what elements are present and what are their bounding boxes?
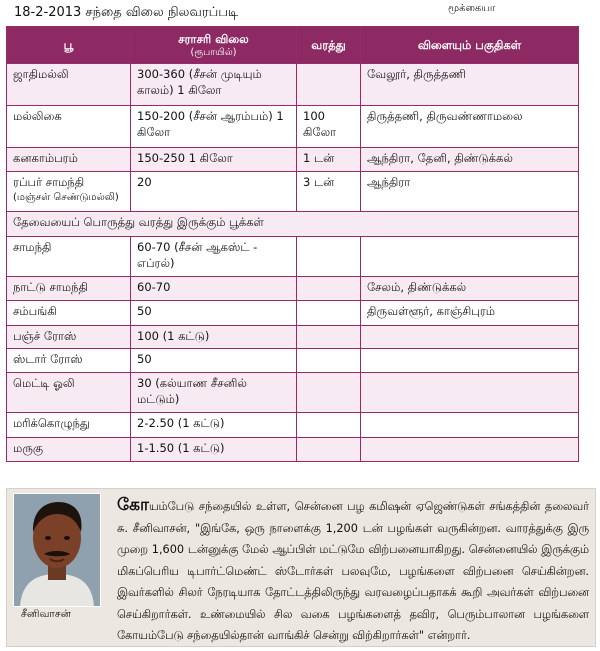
price-cell: 20 — [131, 172, 297, 212]
flower-cell: மெட்டி ஓலி — [7, 373, 131, 413]
supply-cell: 3 டன் — [297, 172, 361, 212]
flower-cell: சம்பங்கி — [7, 301, 131, 326]
byline-tag: மூக்கையா — [448, 3, 496, 14]
table-row — [7, 106, 579, 148]
page-header — [14, 3, 594, 23]
table-row — [7, 349, 579, 373]
flower-name: ரப்பர் சாமந்தி — [13, 175, 85, 189]
flower-cell — [7, 172, 131, 212]
table-row — [7, 237, 579, 277]
price-cell: 150-250 1 கிலோ — [131, 148, 297, 172]
flower-cell: மரிக்கொழுந்து — [7, 413, 131, 438]
supply-cell — [297, 64, 361, 106]
supply-cell: 100 கிலோ — [297, 106, 361, 148]
price-cell: 30 (கல்யாண சீசனில் மட்டும்) — [131, 373, 297, 413]
regions-cell: திருவள்ளூர், காஞ்சிபுரம் — [361, 301, 579, 326]
table-row — [7, 413, 579, 438]
supply-cell — [297, 413, 361, 438]
quote-box — [6, 488, 596, 647]
flower-cell: ஸ்டார் ரோஸ் — [7, 349, 131, 373]
flower-cell: நாட்டு சாமந்தி — [7, 277, 131, 301]
table-row — [7, 326, 579, 349]
quote-text — [117, 495, 589, 647]
column-header-regions: விளையும் பகுதிகள் — [361, 27, 579, 64]
price-cell: 60-70 (சீசன் ஆகஸ்ட் - எப்ரல்) — [131, 237, 297, 277]
regions-cell: திருத்தணி, திருவண்ணாமலை — [361, 106, 579, 148]
price-cell: 50 — [131, 349, 297, 373]
flower-cell: சாமந்தி — [7, 237, 131, 277]
flower-cell: மருகு — [7, 438, 131, 462]
price-cell: 100 (1 கட்டு) — [131, 326, 297, 349]
supply-cell — [297, 349, 361, 373]
regions-cell — [361, 349, 579, 373]
supply-cell — [297, 438, 361, 462]
table-row — [7, 172, 579, 212]
flower-price-table — [6, 26, 579, 462]
table-row — [7, 64, 579, 106]
flower-subname: (மஞ்சள் செண்டுமல்லி) — [13, 192, 119, 203]
table-row — [7, 373, 579, 413]
flower-cell: கனகாம்பரம் — [7, 148, 131, 172]
regions-cell — [361, 373, 579, 413]
column-header-supply: வரத்து — [297, 27, 361, 64]
supply-cell — [297, 301, 361, 326]
price-cell: 60-70 — [131, 277, 297, 301]
supply-cell — [297, 373, 361, 413]
photo-caption: சீனிவாசன் — [21, 608, 71, 620]
quote-dropcap: கோ — [117, 495, 149, 515]
portrait-photo — [13, 493, 101, 607]
price-cell: 2-2.50 (1 கட்டு) — [131, 413, 297, 438]
table-header-row — [7, 27, 579, 64]
section-label: தேவையைப் பொருத்து வரத்து இருக்கும் பூக்கள் — [7, 212, 579, 237]
date-title: 18-2-2013 சந்தை விலை நிலவரப்படி — [14, 5, 239, 20]
flower-cell: ஜாதிமல்லி — [7, 64, 131, 106]
flower-cell: பஞ்ச் ரோஸ் — [7, 326, 131, 349]
column-header-price: சராசரி விலை (ரூபாயில்) — [131, 27, 297, 64]
supply-cell: 1 டன் — [297, 148, 361, 172]
supply-cell — [297, 277, 361, 301]
flower-cell: மல்லிகை — [7, 106, 131, 148]
price-cell: 300-360 (சீசன் முடியும் காலம்) 1 கிலோ — [131, 64, 297, 106]
table-row — [7, 438, 579, 462]
portrait-illustration — [14, 494, 100, 606]
price-cell: 50 — [131, 301, 297, 326]
supply-cell — [297, 237, 361, 277]
table-row — [7, 148, 579, 172]
price-cell: 150-200 (சீசன் ஆரம்பம்) 1 கிலோ — [131, 106, 297, 148]
price-cell: 1-1.50 (1 கட்டு) — [131, 438, 297, 462]
table-row — [7, 301, 579, 326]
regions-cell: சேலம், திண்டுக்கல் — [361, 277, 579, 301]
quote-body: யம்பேடு சந்தையில் உள்ள, சென்னை பழ கமிஷன் ஏஜெண்டுகள் சங்கத்தின் தலைவர் சு. சீனிவாசன், "இங்கே, ஒரு நாளைக்கு 1,200 டன் பழங்கள் வருகின்றன. வாரத்துக்கு இரு முறை 1,600 டன்னுக்கு மேல் ஆப்பிள் மட்டுமே விற்பனையாகிறது. சென்னையில் இருக்கும் மிகப்பெரிய டிபார்ட்மெண்ட் ஸ்டோர்கள் பலவுமே, பழங்களை விற்பனை செய்கின்றன. இவர்களில் சிலர் நேரடியாக தோட்டத்திலிருந்து வரவழைப்பதாகக் கூறி அவர்கள் விற்பனை செய்கிறார்கள். உண்மையில் சில வகை பழங்களைத் தவிர, பெரும்பாலான பழங்களை கோயம்பேடு சந்தையில்தான் வாங்கிச் சென்று விற்கிறார்கள்" என்றார். — [117, 500, 589, 642]
table-row — [7, 277, 579, 301]
regions-cell — [361, 237, 579, 277]
regions-cell: ஆந்திரா — [361, 172, 579, 212]
regions-cell — [361, 438, 579, 462]
regions-cell — [361, 326, 579, 349]
supply-cell — [297, 326, 361, 349]
section-row — [7, 212, 579, 237]
column-header-flower: பூ — [7, 27, 131, 64]
regions-cell: ஆந்திரா, தேனி, திண்டுக்கல் — [361, 148, 579, 172]
regions-cell: வேலூர், திருத்தணி — [361, 64, 579, 106]
regions-cell — [361, 413, 579, 438]
